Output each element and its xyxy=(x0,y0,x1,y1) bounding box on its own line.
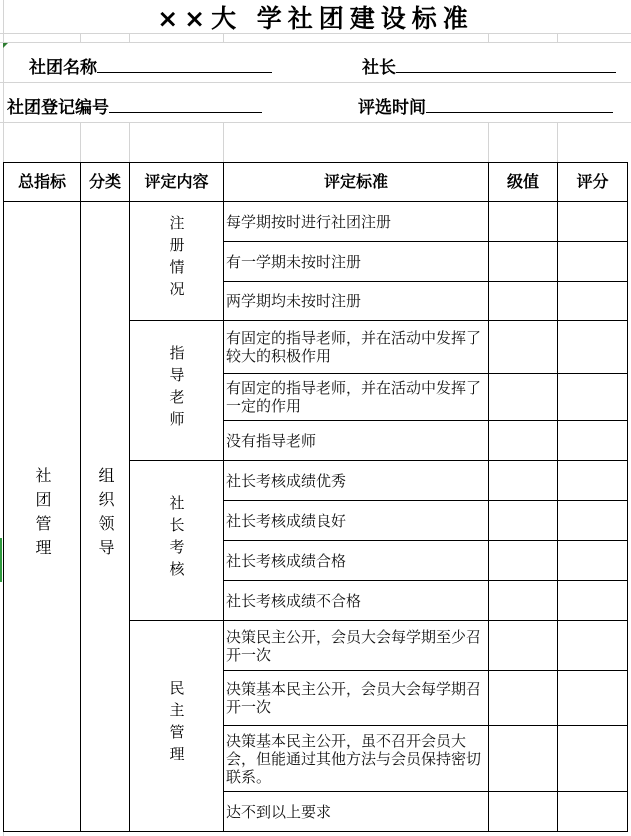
club-name-blank[interactable] xyxy=(97,58,272,73)
score-cell[interactable] xyxy=(558,282,628,321)
content-cell xyxy=(130,321,224,461)
table-row xyxy=(4,202,628,242)
registration-number-field[interactable] xyxy=(7,93,262,118)
criteria-cell: 社长考核成绩优秀 xyxy=(224,461,489,501)
criteria-cell: 社长考核成绩合格 xyxy=(224,541,489,581)
cell-comment-marker xyxy=(3,43,8,48)
grade-value-cell[interactable] xyxy=(489,581,558,621)
score-cell[interactable] xyxy=(558,581,628,621)
grade-value-cell[interactable] xyxy=(489,282,558,321)
score-cell[interactable] xyxy=(558,461,628,501)
grade-value-cell[interactable] xyxy=(489,621,558,671)
criteria-cell: 有固定的指导老师，并在活动中发挥了较大的积极作用 xyxy=(224,321,489,374)
grade-value-cell[interactable] xyxy=(489,792,558,832)
criteria-cell: 决策基本民主公开，虽不召开会员大会，但能通过其他方法与会员保持密切联系。 xyxy=(224,726,489,792)
criteria-cell: 没有指导老师 xyxy=(224,421,489,461)
header-criteria: 评定标准 xyxy=(224,163,489,202)
score-cell[interactable] xyxy=(558,541,628,581)
gridline xyxy=(488,122,489,162)
president-field[interactable] xyxy=(362,53,616,78)
grade-value-cell[interactable] xyxy=(489,321,558,374)
category-cell-text: 组织领导 xyxy=(96,466,115,563)
category-cell xyxy=(81,202,130,832)
criteria-cell: 达不到以上要求 xyxy=(224,792,489,832)
score-cell[interactable] xyxy=(558,671,628,726)
grade-value-cell[interactable] xyxy=(489,374,558,421)
content-cell xyxy=(130,461,224,621)
grade-value-cell[interactable] xyxy=(489,501,558,541)
content-cell-text: 指导老师 xyxy=(167,344,186,433)
indicator-cell xyxy=(4,202,81,832)
header-score: 评分 xyxy=(558,163,628,202)
criteria-cell: 有固定的指导老师，并在活动中发挥了一定的作用 xyxy=(224,374,489,421)
gridline xyxy=(0,122,631,123)
gridline xyxy=(0,42,631,43)
score-cell[interactable] xyxy=(558,421,628,461)
gridline xyxy=(129,122,130,162)
criteria-cell: 社长考核成绩不合格 xyxy=(224,581,489,621)
score-cell[interactable] xyxy=(558,792,628,832)
criteria-cell: 决策民主公开，会员大会每学期至少召开一次 xyxy=(224,621,489,671)
indicator-cell-text: 社团管理 xyxy=(33,466,52,563)
grade-value-cell[interactable] xyxy=(489,461,558,501)
gridline xyxy=(80,122,81,162)
score-cell[interactable] xyxy=(558,726,628,792)
evaluation-table xyxy=(3,162,628,832)
evaluation-time-label: 评选时间 xyxy=(358,98,426,118)
header-category: 分类 xyxy=(81,163,130,202)
gridline xyxy=(223,33,224,42)
header-indicator: 总指标 xyxy=(4,163,81,202)
score-cell[interactable] xyxy=(558,621,628,671)
score-cell[interactable] xyxy=(558,501,628,541)
grade-value-cell[interactable] xyxy=(489,541,558,581)
grade-value-cell[interactable] xyxy=(489,202,558,242)
criteria-cell: 每学期按时进行社团注册 xyxy=(224,202,489,242)
score-cell[interactable] xyxy=(558,202,628,242)
header-content: 评定内容 xyxy=(130,163,224,202)
gridline xyxy=(0,82,631,83)
criteria-cell: 社长考核成绩良好 xyxy=(224,501,489,541)
grade-value-cell[interactable] xyxy=(489,421,558,461)
grade-value-cell[interactable] xyxy=(489,726,558,792)
evaluation-time-field[interactable] xyxy=(358,93,613,118)
content-cell-text: 注册情况 xyxy=(167,215,186,303)
score-cell[interactable] xyxy=(558,374,628,421)
content-cell xyxy=(130,202,224,321)
president-label: 社长 xyxy=(362,58,396,78)
header-grade-value: 级值 xyxy=(489,163,558,202)
registration-number-label: 社团登记编号 xyxy=(7,98,109,118)
score-cell[interactable] xyxy=(558,242,628,282)
gridline xyxy=(80,33,81,42)
criteria-cell: 决策基本民主公开，会员大会每学期召开一次 xyxy=(224,671,489,726)
page-title: ××大 学社团建设标准 xyxy=(157,4,474,33)
registration-number-blank[interactable] xyxy=(109,98,262,113)
club-name-field[interactable] xyxy=(29,53,272,78)
table-header-row xyxy=(4,163,628,202)
gridline xyxy=(557,122,558,162)
gridline xyxy=(0,33,631,34)
content-cell xyxy=(130,621,224,832)
row-selection-indicator xyxy=(0,538,2,582)
criteria-cell: 两学期均未按时注册 xyxy=(224,282,489,321)
president-blank[interactable] xyxy=(396,58,616,73)
grade-value-cell[interactable] xyxy=(489,671,558,726)
content-cell-text: 民主管理 xyxy=(167,680,186,768)
table-body xyxy=(4,202,628,832)
content-cell-text: 社长考核 xyxy=(167,494,186,583)
gridline xyxy=(488,33,489,42)
gridline xyxy=(557,33,558,42)
grade-value-cell[interactable] xyxy=(489,242,558,282)
gridline xyxy=(129,33,130,42)
evaluation-time-blank[interactable] xyxy=(426,98,613,113)
score-cell[interactable] xyxy=(558,321,628,374)
criteria-cell: 有一学期未按时注册 xyxy=(224,242,489,282)
club-name-label: 社团名称 xyxy=(29,58,97,78)
gridline xyxy=(223,122,224,162)
